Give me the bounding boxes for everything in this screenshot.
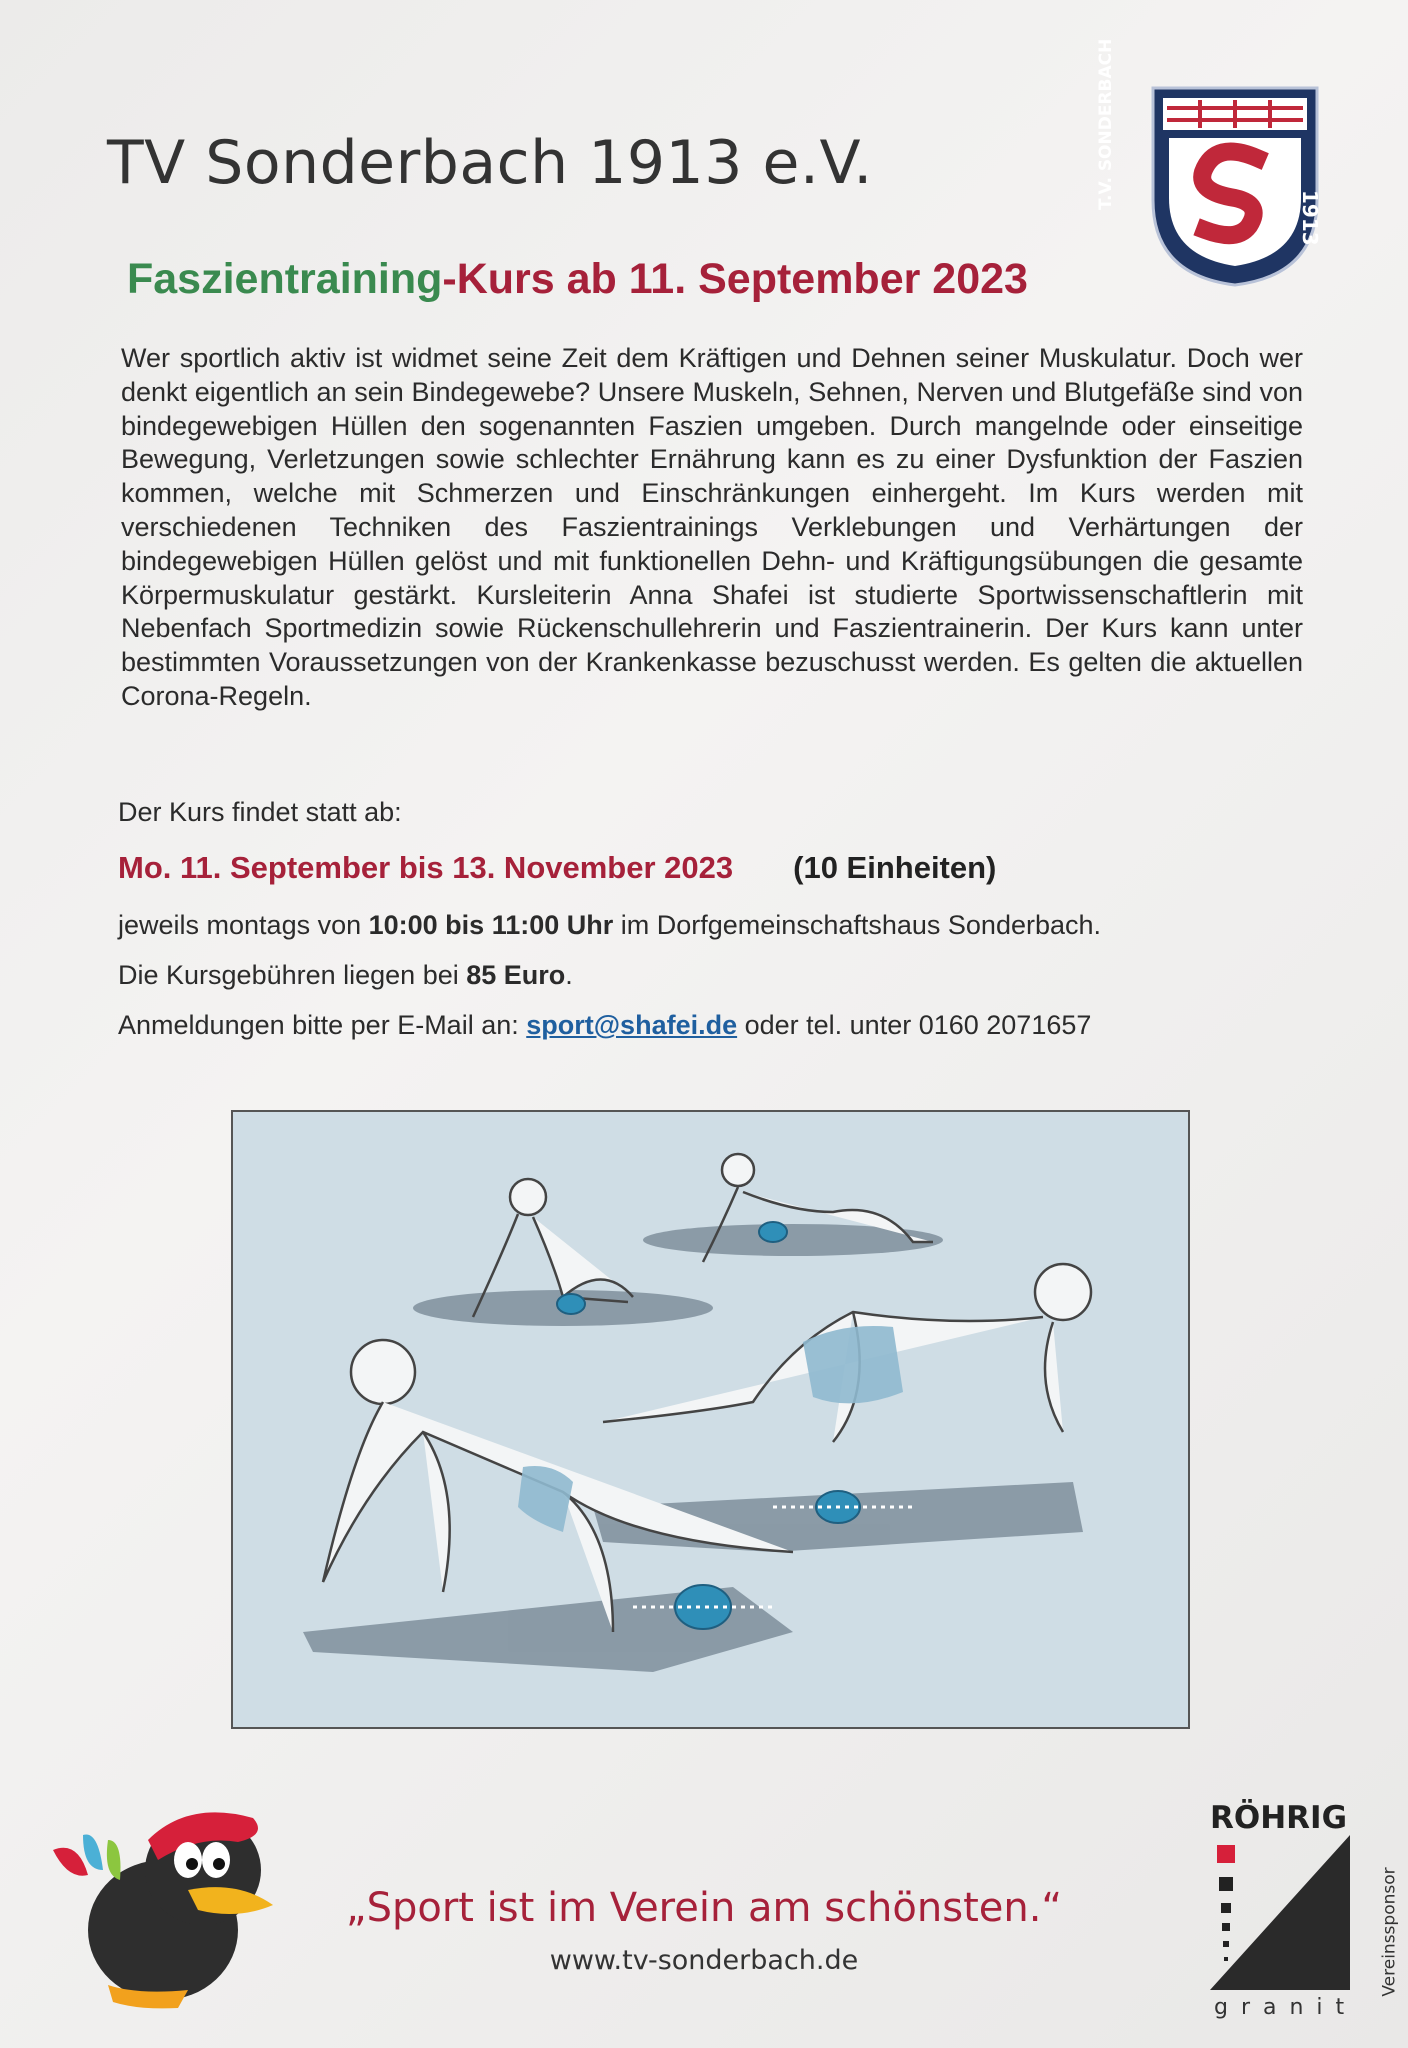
sponsor-name: RÖHRIG xyxy=(1210,1800,1348,1836)
schedule-suffix: im Dorfgemeinschaftshaus Sonderbach. xyxy=(613,910,1102,940)
fascia-exercise-illustration xyxy=(231,1110,1190,1729)
description-paragraph: Wer sportlich aktiv ist widmet seine Zeit dem Kräftigen und Dehnen seiner Muskulatur. Doch wer denkt eigentlich an sein Bindegewebe? Unsere Muskeln, Sehnen, Nerven und Blutgefäße sind von bindegewebigen Hüllen den sogenannten Faszien umgeben. Durch mangelnde oder einseitige Bewegung, Verletzungen sowie schlechter Ernährung kann es zu einer Dysfunktion der Faszien kommen, welche mit Schmerzen und Einschränkungen einhergeht. Im Kurs werden mit verschiedenen Techniken des Faszientrainings Verklebungen und Verhärtungen der bindegewebigen Hüllen gelöst und mit funktionellen Dehn- und Kräftigungsübungen die gesamte Körpermuskulatur gestärkt. Kursleiterin Anna Shafei ist studierte Sportwissenschaftlerin mit Nebenfach Sportmedizin sowie Rückenschullehrerin und Faszientrainerin. Der Kurs kann unter bestimmten Voraussetzungen von der Krankenkasse bezuschusst werden. Es gelten die aktuellen Corona-Regeln. xyxy=(121,343,1303,711)
headline-part-2: -Kurs ab 11. September 2023 xyxy=(442,255,1028,303)
course-intro: Der Kurs findet statt ab: xyxy=(118,797,402,827)
website-url[interactable]: www.tv-sonderbach.de xyxy=(549,1945,859,1976)
logo-top-text: T.V. SONDERBACH xyxy=(1096,38,1116,210)
date-range: Mo. 11. September bis 13. November 2023 xyxy=(118,850,734,885)
sponsor-label: Vereinssponsor xyxy=(1379,1867,1400,1997)
fees-amount: 85 Euro xyxy=(466,960,566,990)
email-link[interactable]: sport@shafei.de xyxy=(526,1010,738,1040)
slogan: „Sport ist im Verein am schönsten.“ xyxy=(345,1885,1063,1931)
course-headline xyxy=(127,255,1028,304)
registration-line xyxy=(118,1010,1091,1041)
registration-suffix: oder tel. unter 0160 2071657 xyxy=(737,1010,1092,1040)
club-logo xyxy=(1096,38,1325,290)
sponsor-subtitle: granit xyxy=(1214,1995,1358,2020)
schedule-prefix: jeweils montags von xyxy=(118,910,369,940)
schedule-line xyxy=(118,910,1101,941)
fees-suffix: . xyxy=(565,960,573,990)
headline-part-1: Faszientraining xyxy=(127,255,443,303)
logo-year: 1913 xyxy=(1298,190,1322,246)
schedule-time: 10:00 bis 11:00 Uhr xyxy=(368,910,614,940)
fees-line xyxy=(118,960,573,991)
unit-count: (10 Einheiten) xyxy=(793,850,997,885)
course-dates xyxy=(118,850,996,886)
club-name: TV Sonderbach 1913 e.V. xyxy=(107,128,873,198)
registration-prefix: Anmeldungen bitte per E-Mail an: xyxy=(118,1010,527,1040)
fees-prefix: Die Kursgebühren liegen bei xyxy=(118,960,467,990)
